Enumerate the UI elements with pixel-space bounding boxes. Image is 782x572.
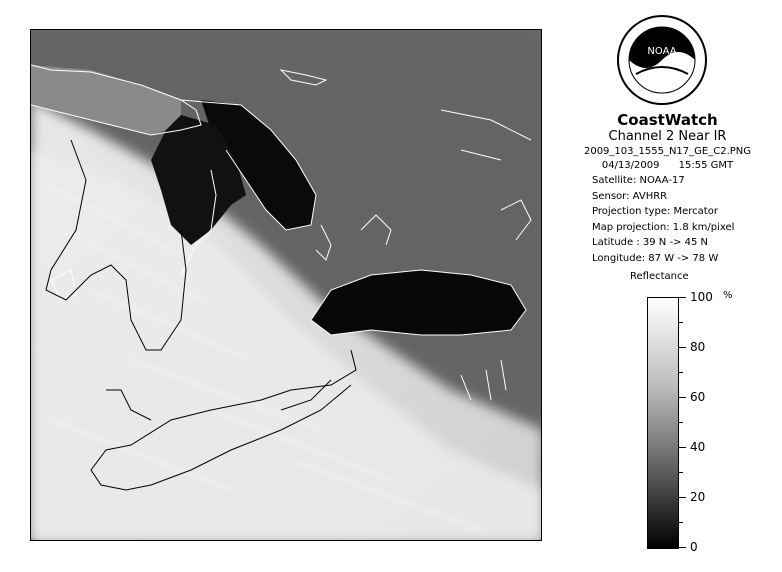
latitude-label: Latitude : 39 N -> 45 N bbox=[592, 237, 708, 249]
channel-label: Channel 2 Near IR bbox=[608, 129, 727, 144]
noaa-logo bbox=[616, 14, 708, 106]
map-projection-label: Map projection: 1.8 km/pixel bbox=[592, 221, 735, 233]
date-label: 04/13/2009 bbox=[601, 160, 660, 171]
brand-title: CoastWatch bbox=[617, 111, 718, 129]
colorbar-tick bbox=[679, 497, 686, 498]
colorbar-tick bbox=[679, 522, 683, 523]
sensor-label: Sensor: AVHRR bbox=[592, 190, 668, 202]
time-label: 15:55 GMT bbox=[678, 160, 734, 171]
satellite-image bbox=[31, 30, 542, 541]
colorbar-tick bbox=[679, 422, 683, 423]
satellite-label: Satellite: NOAA-17 bbox=[592, 175, 685, 186]
colorbar-title: Reflectance bbox=[630, 271, 689, 282]
colorbar-tick bbox=[679, 372, 683, 373]
colorbar-tick bbox=[679, 347, 686, 348]
reflectance-colorbar bbox=[647, 297, 679, 549]
colorbar-unit: % bbox=[723, 290, 733, 301]
filename-label: 2009_103_1555_N17_GE_C2.PNG bbox=[583, 146, 752, 157]
colorbar-tick-label: 40 bbox=[690, 440, 706, 454]
colorbar-tick bbox=[679, 297, 686, 298]
satellite-map bbox=[30, 29, 542, 541]
colorbar-tick bbox=[679, 397, 686, 398]
longitude-label: Longitude: 87 W -> 78 W bbox=[592, 252, 719, 264]
colorbar-tick-label: 80 bbox=[690, 340, 706, 354]
colorbar-tick-label: 60 bbox=[690, 390, 706, 404]
colorbar-tick-label: 100 bbox=[690, 290, 713, 304]
datetime-label bbox=[560, 159, 775, 173]
colorbar-tick-label: 20 bbox=[690, 490, 706, 504]
colorbar-tick-label: 0 bbox=[690, 540, 698, 554]
projection-type-label: Projection type: Mercator bbox=[592, 206, 718, 218]
info-panel bbox=[560, 112, 775, 267]
svg-text:NOAA: NOAA bbox=[647, 46, 677, 57]
colorbar-tick bbox=[679, 472, 683, 473]
colorbar-tick bbox=[679, 322, 683, 323]
colorbar-tick bbox=[679, 547, 686, 548]
colorbar-tick bbox=[679, 447, 686, 448]
